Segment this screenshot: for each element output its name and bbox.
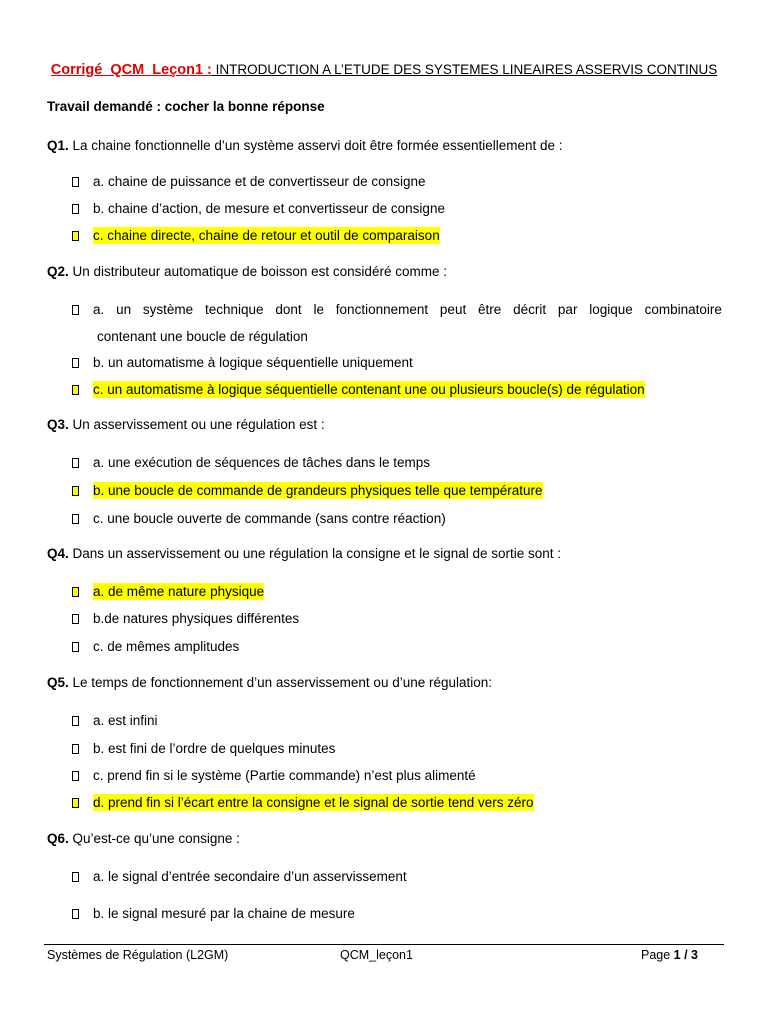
document-title — [0, 61, 768, 79]
question-number: Q6. — [47, 831, 69, 846]
question-3 — [47, 417, 325, 432]
checkbox[interactable] — [72, 587, 79, 597]
title-text: INTRODUCTION A L’ETUDE DES SYSTEMES LINEAIRES ASSERVIS CONTINUS — [211, 62, 718, 77]
option-text: c. chaine directe, chaine de retour et outil de comparaison — [93, 228, 440, 243]
option-q5-b — [72, 740, 335, 758]
option-q4-b — [72, 610, 299, 628]
option-word: combinatoire — [644, 302, 722, 317]
question-text: Un asservissement ou une régulation est : — [68, 417, 325, 432]
footer-center: QCM_leçon1 — [340, 948, 413, 962]
option-word: logique — [589, 302, 633, 317]
footer-divider — [44, 944, 724, 945]
option-text: c. prend fin si le système (Partie commande) n’est plus alimenté — [93, 768, 476, 783]
option-q2-a — [72, 296, 722, 350]
option-text: c. une boucle ouverte de commande (sans contre réaction) — [93, 511, 446, 526]
checkbox[interactable] — [72, 514, 79, 524]
question-5 — [47, 675, 492, 690]
checkbox[interactable] — [72, 358, 79, 368]
question-text: Un distributeur automatique de boisson est considéré comme : — [68, 264, 447, 279]
option-word: un — [116, 302, 132, 317]
question-text: Le temps de fonctionnement d’un asservissement ou d’une régulation: — [68, 675, 493, 690]
checkbox-wrap — [72, 296, 104, 323]
question-number: Q3. — [47, 417, 69, 432]
option-word: système — [142, 302, 194, 317]
question-number: Q4. — [47, 546, 69, 561]
checkbox[interactable] — [72, 614, 79, 624]
page-separator: / — [680, 948, 692, 962]
option-word: fonctionnement — [335, 302, 429, 317]
question-number: Q5. — [47, 675, 69, 690]
option-word: dont — [275, 302, 302, 317]
option-q2-c — [72, 381, 645, 399]
checkbox[interactable] — [72, 458, 79, 468]
checkbox[interactable] — [72, 385, 79, 395]
option-q3-a — [72, 454, 430, 472]
question-4 — [47, 546, 561, 561]
option-q3-c — [72, 510, 446, 528]
option-text: a. de même nature physique — [93, 584, 265, 599]
question-1 — [47, 138, 563, 153]
option-q1-a — [72, 173, 425, 191]
option-line-2: contenant une boucle de régulation — [97, 329, 308, 344]
option-q3-b — [72, 482, 543, 500]
option-q4-a — [72, 583, 264, 601]
instruction: Travail demandé : cocher la bonne réponse — [47, 99, 325, 114]
option-text: b. chaine d’action, de mesure et convertisseur de consigne — [93, 201, 445, 216]
question-text: La chaine fonctionnelle d’un système asservi doit être formée essentiellement de : — [68, 138, 563, 153]
checkbox[interactable] — [72, 231, 79, 241]
question-text: Dans un asservissement ou une régulation la consigne et le signal de sortie sont : — [68, 546, 562, 561]
option-word: par — [557, 302, 578, 317]
checkbox[interactable] — [72, 771, 79, 781]
option-text: a. chaine de puissance et de convertisseur de consigne — [93, 174, 426, 189]
option-word: peut — [439, 302, 467, 317]
option-q6-b — [72, 905, 355, 923]
page-current: 1 — [673, 948, 681, 962]
option-word: le — [313, 302, 324, 317]
option-text: a. le signal d’entrée secondaire d’un asservissement — [93, 869, 407, 884]
page-label: Page — [641, 948, 674, 962]
checkbox[interactable] — [72, 642, 79, 652]
option-text: b. un automatisme à logique séquentielle uniquement — [93, 355, 413, 370]
checkbox[interactable] — [72, 744, 79, 754]
checkbox[interactable] — [72, 204, 79, 214]
checkbox[interactable] — [72, 872, 79, 882]
checkbox[interactable] — [72, 177, 79, 187]
option-text: b. le signal mesuré par la chaine de mesure — [93, 906, 355, 921]
question-number: Q1. — [47, 138, 69, 153]
option-text: c. de mêmes amplitudes — [93, 639, 240, 654]
option-line-1 — [72, 296, 722, 323]
checkbox[interactable] — [72, 305, 79, 315]
page-total: 3 — [691, 948, 698, 962]
option-q2-b — [72, 354, 413, 372]
option-word: être — [478, 302, 502, 317]
option-q5-c — [72, 767, 476, 785]
footer-left: Systèmes de Régulation (L2GM) — [47, 948, 229, 962]
option-text: b. une boucle de commande de grandeurs physiques telle que température — [93, 483, 543, 498]
question-text: Qu’est-ce qu’une consigne : — [68, 831, 240, 846]
option-word: technique — [205, 302, 264, 317]
option-text: b. est fini de l’ordre de quelques minutes — [93, 741, 336, 756]
checkbox[interactable] — [72, 716, 79, 726]
option-text: b.de natures physiques différentes — [93, 611, 300, 626]
question-2 — [47, 264, 447, 279]
checkbox[interactable] — [72, 909, 79, 919]
title-prefix: Corrigé_QCM_Leçon1 : — [50, 62, 212, 78]
option-q5-d — [72, 794, 534, 812]
option-word: décrit — [513, 302, 547, 317]
option-q1-b — [72, 200, 445, 218]
option-q5-a — [72, 712, 158, 730]
option-word: a. — [93, 302, 105, 317]
question-number: Q2. — [47, 264, 69, 279]
option-q4-c — [72, 638, 239, 656]
option-text: a. une exécution de séquences de tâches dans le temps — [93, 455, 430, 470]
checkbox[interactable] — [72, 798, 79, 808]
option-text: c. un automatisme à logique séquentielle contenant une ou plusieurs boucle(s) de régulation — [93, 382, 645, 397]
option-text: d. prend fin si l’écart entre la consigne et le signal de sortie tend vers zéro — [93, 795, 534, 810]
option-q1-c — [72, 227, 440, 245]
option-q6-a — [72, 868, 407, 886]
checkbox[interactable] — [72, 486, 79, 496]
question-6 — [47, 831, 240, 846]
footer-page-number — [641, 948, 698, 962]
option-text: a. est infini — [93, 713, 158, 728]
